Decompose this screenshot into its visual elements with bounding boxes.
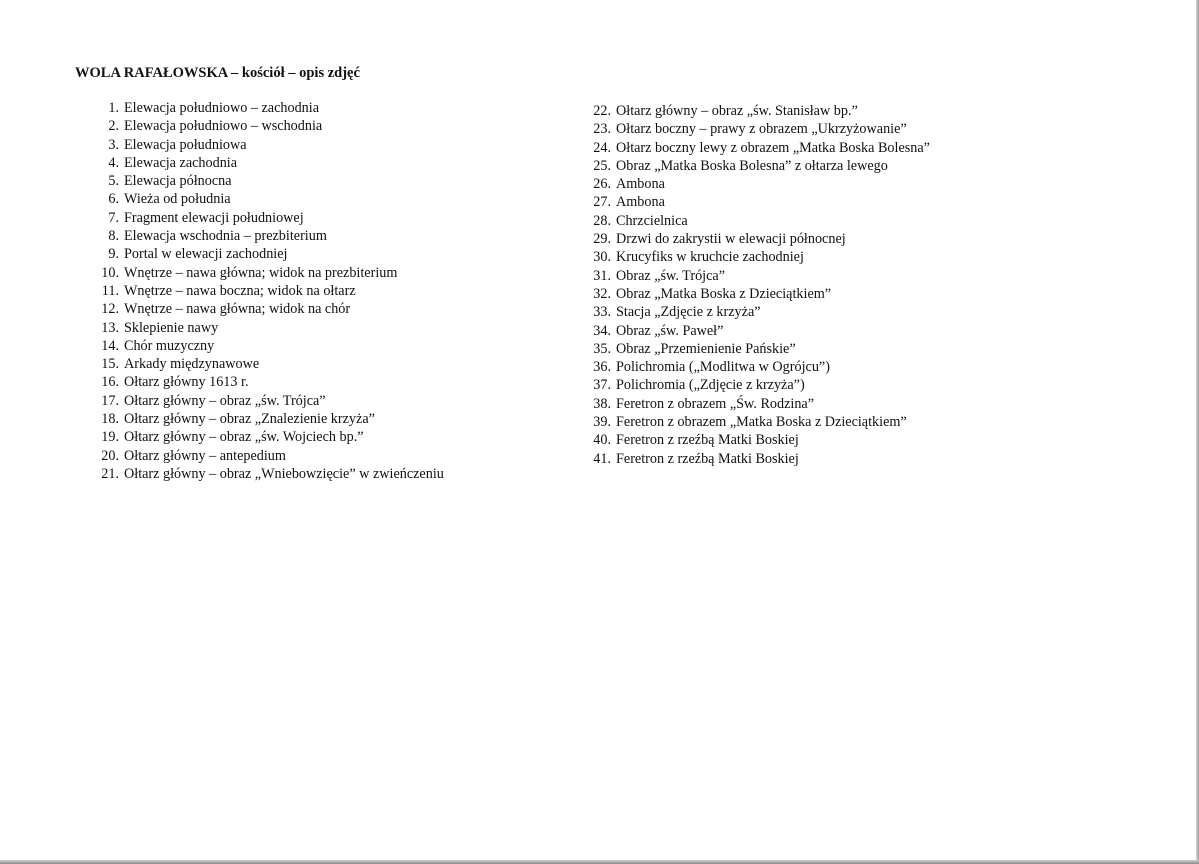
item-number: 30. [593, 249, 611, 266]
item-number: 21. [101, 465, 119, 482]
item-text: Wnętrze – nawa główna; widok na chór [124, 301, 351, 318]
item-text: Ołtarz główny – obraz „św. Wojciech bp.” [124, 429, 364, 446]
item-number: 1. [108, 100, 119, 116]
list-item [90, 319, 444, 337]
list-item [90, 245, 444, 263]
item-number: 40. [593, 432, 611, 449]
list-item [582, 450, 930, 468]
list-item [582, 139, 930, 157]
item-number: 16. [101, 374, 119, 391]
item-number: 9. [108, 246, 119, 263]
item-text: Krucyfiks w kruchcie zachodniej [616, 249, 804, 266]
photo-list-right [582, 102, 930, 468]
item-number: 5. [108, 173, 119, 190]
list-item [90, 392, 444, 410]
list-item [582, 267, 930, 285]
item-text: Elewacja zachodnia [124, 154, 238, 171]
item-number: 31. [593, 267, 611, 284]
item-number: 11. [101, 282, 119, 299]
item-number: 15. [101, 356, 119, 373]
item-text: Obraz „Przemienienie Pańskie” [616, 340, 796, 357]
item-number: 33. [593, 304, 611, 321]
list-item [582, 322, 930, 340]
item-text: Elewacja południowo – zachodnia [124, 100, 320, 116]
item-text: Polichromia („Zdjęcie z krzyża”) [616, 377, 805, 394]
list-item [90, 447, 444, 465]
item-text: Ołtarz boczny – prawy z obrazem „Ukrzyżowanie” [616, 121, 907, 138]
list-item [582, 193, 930, 211]
list-item [582, 358, 930, 376]
item-text: Chór muzyczny [124, 337, 215, 354]
list-item [90, 117, 444, 135]
item-number: 2. [108, 118, 119, 135]
item-text: Arkady międzynawowe [124, 356, 260, 373]
item-text: Obraz „Matka Boska z Dzieciątkiem” [616, 285, 832, 302]
item-number: 25. [593, 157, 611, 174]
list-item [90, 337, 444, 355]
list-item [582, 340, 930, 358]
item-number: 23. [593, 121, 611, 138]
item-text: Sklepienie nawy [124, 319, 219, 336]
list-item [582, 102, 930, 120]
list-item [90, 410, 444, 428]
item-number: 19. [101, 429, 119, 446]
item-number: 10. [101, 264, 119, 281]
list-item [90, 282, 444, 300]
item-text: Wnętrze – nawa główna; widok na prezbiterium [124, 264, 398, 281]
item-number: 18. [101, 411, 119, 428]
item-number: 12. [101, 301, 119, 318]
list-item [582, 230, 930, 248]
item-number: 36. [593, 359, 611, 376]
list-item [582, 376, 930, 394]
list-item [90, 227, 444, 245]
item-text: Obraz „Matka Boska Bolesna” z ołtarza lewego [616, 157, 888, 174]
list-item [582, 175, 930, 193]
item-number: 41. [593, 450, 611, 467]
list-item [90, 264, 444, 282]
item-text: Ambona [616, 194, 665, 211]
item-number: 39. [593, 414, 611, 431]
item-number: 29. [593, 231, 611, 248]
item-number: 32. [593, 285, 611, 302]
item-number: 37. [593, 377, 611, 394]
list-item [90, 209, 444, 227]
item-text: Feretron z obrazem „Matka Boska z Dzieciątkiem” [616, 414, 907, 431]
photo-list-left [90, 99, 444, 483]
item-text: Drzwi do zakrystii w elewacji północnej [616, 231, 846, 248]
item-text: Ołtarz główny – obraz „św. Trójca” [124, 392, 326, 409]
item-text: Stacja „Zdjęcie z krzyża” [616, 304, 761, 321]
item-text: Elewacja północna [124, 173, 232, 190]
item-text: Polichromia („Modlitwa w Ogrójcu”) [616, 359, 830, 376]
item-number: 34. [593, 322, 611, 339]
document-title: WOLA RAFAŁOWSKA – kościół – opis zdjęć [75, 65, 360, 81]
item-number: 13. [101, 319, 119, 336]
item-text: Ołtarz główny – obraz „św. Stanisław bp.” [616, 103, 858, 119]
item-text: Elewacja południowo – wschodnia [124, 118, 323, 135]
item-text: Wnętrze – nawa boczna; widok na ołtarz [124, 282, 356, 299]
list-item [582, 303, 930, 321]
item-text: Elewacja wschodnia – prezbiterium [124, 228, 327, 245]
list-item [90, 172, 444, 190]
item-number: 26. [593, 176, 611, 193]
item-text: Obraz „św. Trójca” [616, 267, 726, 284]
scan-edge-bottom [0, 860, 1199, 864]
item-text: Feretron z obrazem „Św. Rodzina” [616, 395, 815, 412]
item-number: 27. [593, 194, 611, 211]
item-number: 24. [593, 139, 611, 156]
item-text: Ołtarz główny – obraz „Znalezienie krzyża” [124, 411, 375, 428]
list-item [90, 355, 444, 373]
item-text: Obraz „św. Paweł” [616, 322, 724, 339]
item-number: 14. [101, 337, 119, 354]
item-number: 8. [108, 228, 119, 245]
list-item [90, 154, 444, 172]
list-item [90, 428, 444, 446]
list-item [90, 136, 444, 154]
item-number: 7. [108, 209, 119, 226]
list-item [90, 300, 444, 318]
list-item [582, 248, 930, 266]
list-item [90, 99, 444, 117]
item-text: Portal w elewacji zachodniej [124, 246, 288, 263]
list-item [582, 120, 930, 138]
list-item [90, 190, 444, 208]
item-text: Feretron z rzeźbą Matki Boskiej [616, 432, 799, 449]
item-number: 20. [101, 447, 119, 464]
list-item [582, 431, 930, 449]
item-number: 6. [108, 191, 119, 208]
item-text: Elewacja południowa [124, 136, 247, 153]
item-number: 38. [593, 395, 611, 412]
item-number: 28. [593, 212, 611, 229]
item-number: 4. [108, 154, 119, 171]
item-text: Fragment elewacji południowej [124, 209, 304, 226]
list-item [582, 212, 930, 230]
item-text: Ołtarz boczny lewy z obrazem „Matka Boska Bolesna” [616, 139, 930, 156]
item-text: Wieża od południa [124, 191, 231, 208]
list-item [90, 465, 444, 483]
item-number: 3. [108, 136, 119, 153]
item-text: Chrzcielnica [616, 212, 688, 229]
item-text: Feretron z rzeźbą Matki Boskiej [616, 450, 799, 467]
list-item [90, 373, 444, 391]
list-item [582, 395, 930, 413]
item-text: Ambona [616, 176, 665, 193]
list-item [582, 285, 930, 303]
item-text: Ołtarz główny – antepedium [124, 447, 286, 464]
item-number: 17. [101, 392, 119, 409]
item-text: Ołtarz główny 1613 r. [124, 374, 249, 391]
list-item [582, 413, 930, 431]
list-item [582, 157, 930, 175]
item-number: 35. [593, 340, 611, 357]
item-text: Ołtarz główny – obraz „Wniebowzięcie” w zwieńczeniu [124, 465, 444, 482]
item-number: 22. [593, 103, 611, 119]
